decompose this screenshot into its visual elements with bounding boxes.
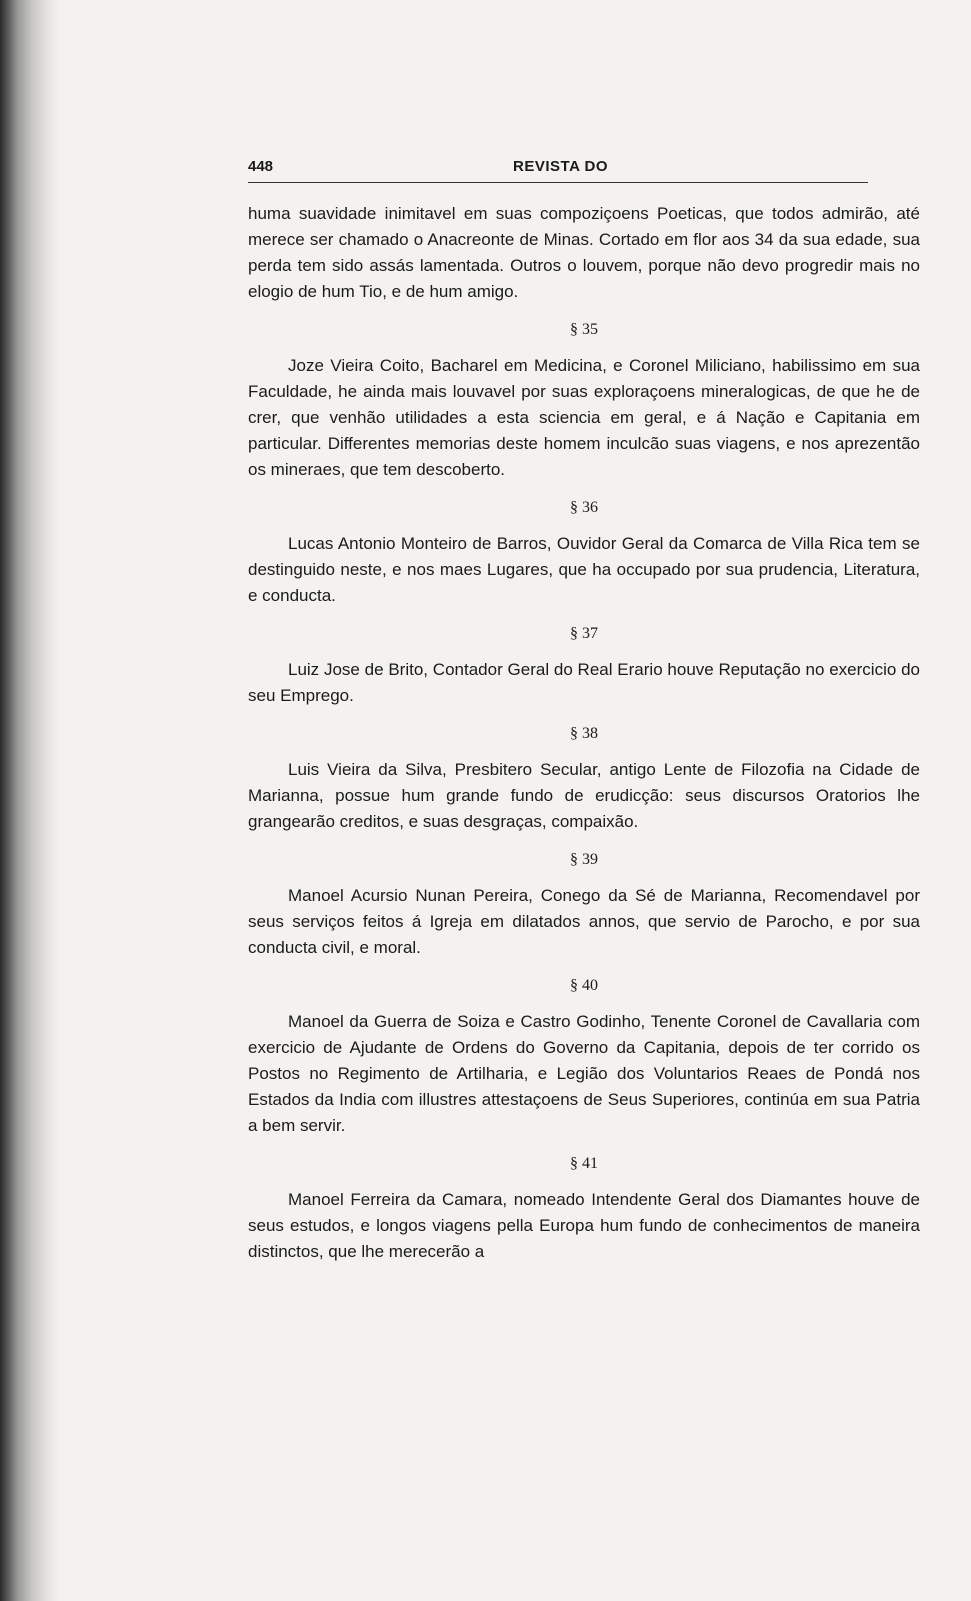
paragraph-36: Lucas Antonio Monteiro de Barros, Ouvidor Geral da Comarca de Villa Rica tem se destinguido neste, e nos maes Lugares, que ha occupado por sua prudencia, Literatura, e conducta. [248, 534, 920, 605]
paragraph-intro: huma suavidade inimitavel em suas compoziçoens Poeticas, que todos admirão, até merece ser chamado o Anacreonte de Minas. Cortado em flor aos 34 da sua edade, sua perda tem sido assás lamentada. Outros o louvem, porque não devo progredir mais no elogio de hum Tio, e de hum amigo. [248, 204, 920, 301]
paragraph-40: Manoel da Guerra de Soiza e Castro Godinho, Tenente Coronel de Cavallaria com exercicio de Ajudante de Ordens do Governo da Capitania, depois de ter corrido os Postos no Regimento de Artilharia, e Legião dos Voluntarios Reaes de Pondá nos Estados da India com illustres attestaçoens de Seus Superiores, continúa em sua Patria a bem servir. [248, 1012, 920, 1135]
paragraph-35: Joze Vieira Coito, Bacharel em Medicina, e Coronel Miliciano, habilissimo em sua Faculdade, he ainda mais louvavel por suas exploraçoens mineralogicas, de que he de crer, que venhão utilidades a esta sciencia em geral, e á Nação e Capitania em particular. Differentes memorias deste homem inculcão suas viagens, e nos aprezentão os mineraes, que tem descoberto. [248, 356, 920, 479]
journal-title: REVISTA DO [513, 158, 609, 175]
header-rule [248, 182, 868, 183]
paragraph-37: Luiz Jose de Brito, Contador Geral do Real Erario houve Reputação no exercicio do seu Emprego. [248, 660, 920, 705]
paragraph-39: Manoel Acursio Nunan Pereira, Conego da Sé de Marianna, Recomendavel por seus serviços feitos á Igreja em dilatados annos, que servio de Parocho, e por sua conducta civil, e moral. [248, 886, 920, 957]
paragraph-41: Manoel Ferreira da Camara, nomeado Intendente Geral dos Diamantes houve de seus estudos, e longos viagens pella Europa hum fundo de conhecimentos de maneira distinctos, que lhe merecerão a [248, 1190, 920, 1261]
section-heading-35: § 35 [570, 321, 598, 338]
section-heading-40: § 40 [570, 977, 598, 994]
section-heading-39: § 39 [570, 851, 598, 868]
section-heading-36: § 36 [570, 499, 598, 516]
running-head [248, 150, 920, 180]
paragraph-38: Luis Vieira da Silva, Presbitero Secular, antigo Lente de Filozofia na Cidade de Marianna, possue hum grande fundo de erudicção: seus discursos Oratorios lhe grangearão creditos, e suas desgraças, compaixão. [248, 760, 920, 831]
page-number: 448 [248, 158, 274, 175]
section-heading-41: § 41 [570, 1155, 598, 1172]
section-heading-38: § 38 [570, 725, 598, 742]
book-gutter-shadow [0, 0, 60, 1601]
section-heading-37: § 37 [570, 625, 598, 642]
document-page [248, 150, 920, 1265]
